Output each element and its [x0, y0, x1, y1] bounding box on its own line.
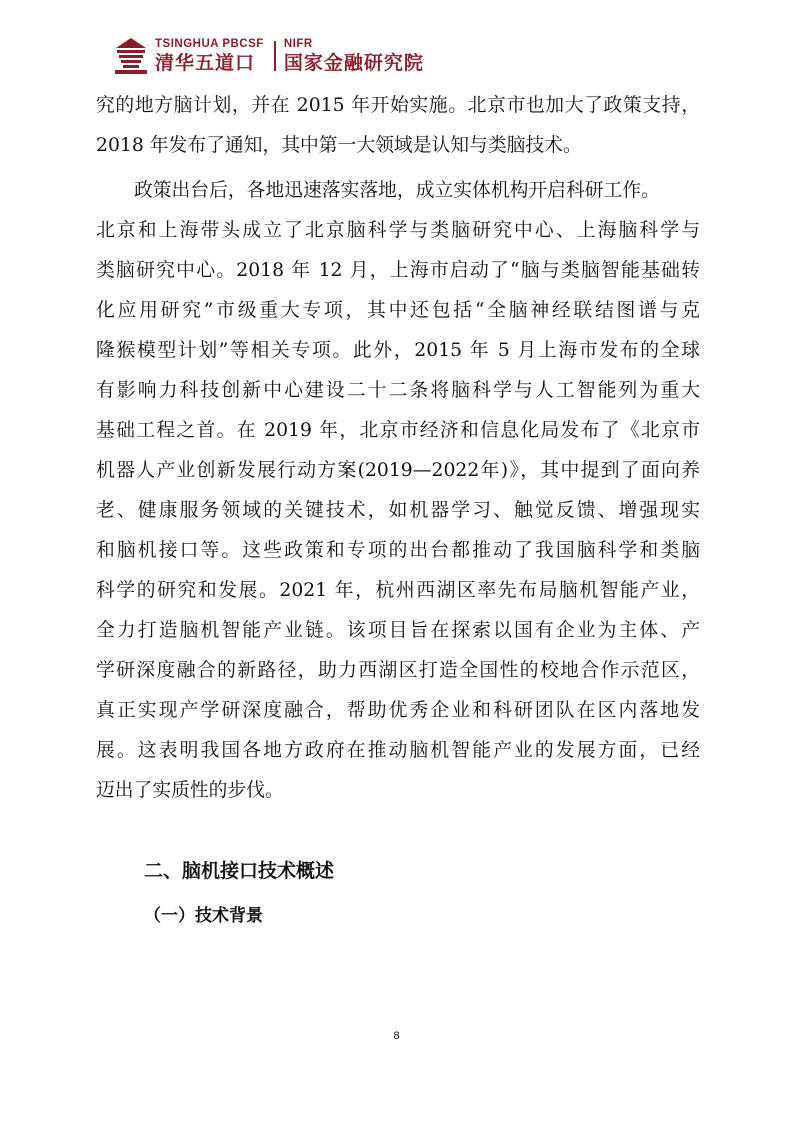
- text-line: 隆猴模型计划”等相关专项。此外，2015 年 5 月上海市发布的全球: [96, 340, 700, 361]
- subsection-heading: （一）技术背景: [144, 906, 263, 926]
- org-chinese-name: 国家金融研究院: [283, 51, 424, 74]
- text-line: 有影响力科技创新中心建设二十二条将脑科学与人工智能列为重大: [96, 380, 700, 401]
- brand-nifr: [284, 38, 424, 75]
- brand-tsinghua: [155, 38, 264, 75]
- text-line: 全力打造脑机智能产业链。该项目旨在探索以国有企业为主体、产: [96, 620, 700, 641]
- text-line: 科学的研究和发展。2021 年，杭州西湖区率先布局脑机智能产业，: [96, 580, 700, 601]
- text-line: 究的地方脑计划，并在 2015 年开始实施。北京市也加大了政策支持，: [96, 95, 700, 116]
- text-line: 和脑机接口等。这些政策和专项的出台都推动了我国脑科学和类脑: [96, 540, 700, 561]
- section-heading: 二、脑机接口技术概述: [144, 860, 335, 882]
- text-line: 展。这表明我国各地方政府在推动脑机智能产业的发展方面，已经: [96, 740, 700, 761]
- text-line: 真正实现产学研深度融合，帮助优秀企业和科研团队在区内落地发: [96, 700, 700, 721]
- page-number: 8: [393, 1030, 400, 1042]
- text-line: 老、健康服务领域的关键技术，如机器学习、触觉反馈、增强现实: [96, 500, 700, 521]
- header-divider: [274, 41, 276, 71]
- text-line: 机器人产业创新发展行动方案(2019—2022年)》，其中提到了面向养: [96, 460, 700, 481]
- text-line: 化应用研究”市级重大专项，其中还包括“全脑神经联结图谱与克: [96, 300, 700, 321]
- text-line: 迈出了实质性的步伐。: [96, 780, 284, 801]
- org-english-name: NIFR: [283, 37, 313, 50]
- brand-chinese-name: 清华五道口: [155, 51, 256, 74]
- page-header: [113, 34, 424, 78]
- text-line: 基础工程之首。在 2019 年，北京市经济和信息化局发布了《北京市: [96, 420, 700, 441]
- text-line: 类脑研究中心。2018 年 12 月，上海市启动了“脑与类脑智能基础转: [96, 260, 700, 281]
- brand-english-name: TSINGHUA PBCSF: [155, 37, 264, 50]
- tsinghua-logo-icon: [113, 36, 149, 76]
- text-line: 学研深度融合的新路径，助力西湖区打造全国性的校地合作示范区，: [96, 660, 700, 681]
- text-line: 政策出台后，各地迅速落实落地，成立实体机构开启科研工作。: [134, 180, 660, 201]
- text-line: 2018 年发布了通知，其中第一大领域是认知与类脑技术。: [96, 135, 582, 156]
- text-line: 北京和上海带头成立了北京脑科学与类脑研究中心、上海脑科学与: [96, 220, 700, 241]
